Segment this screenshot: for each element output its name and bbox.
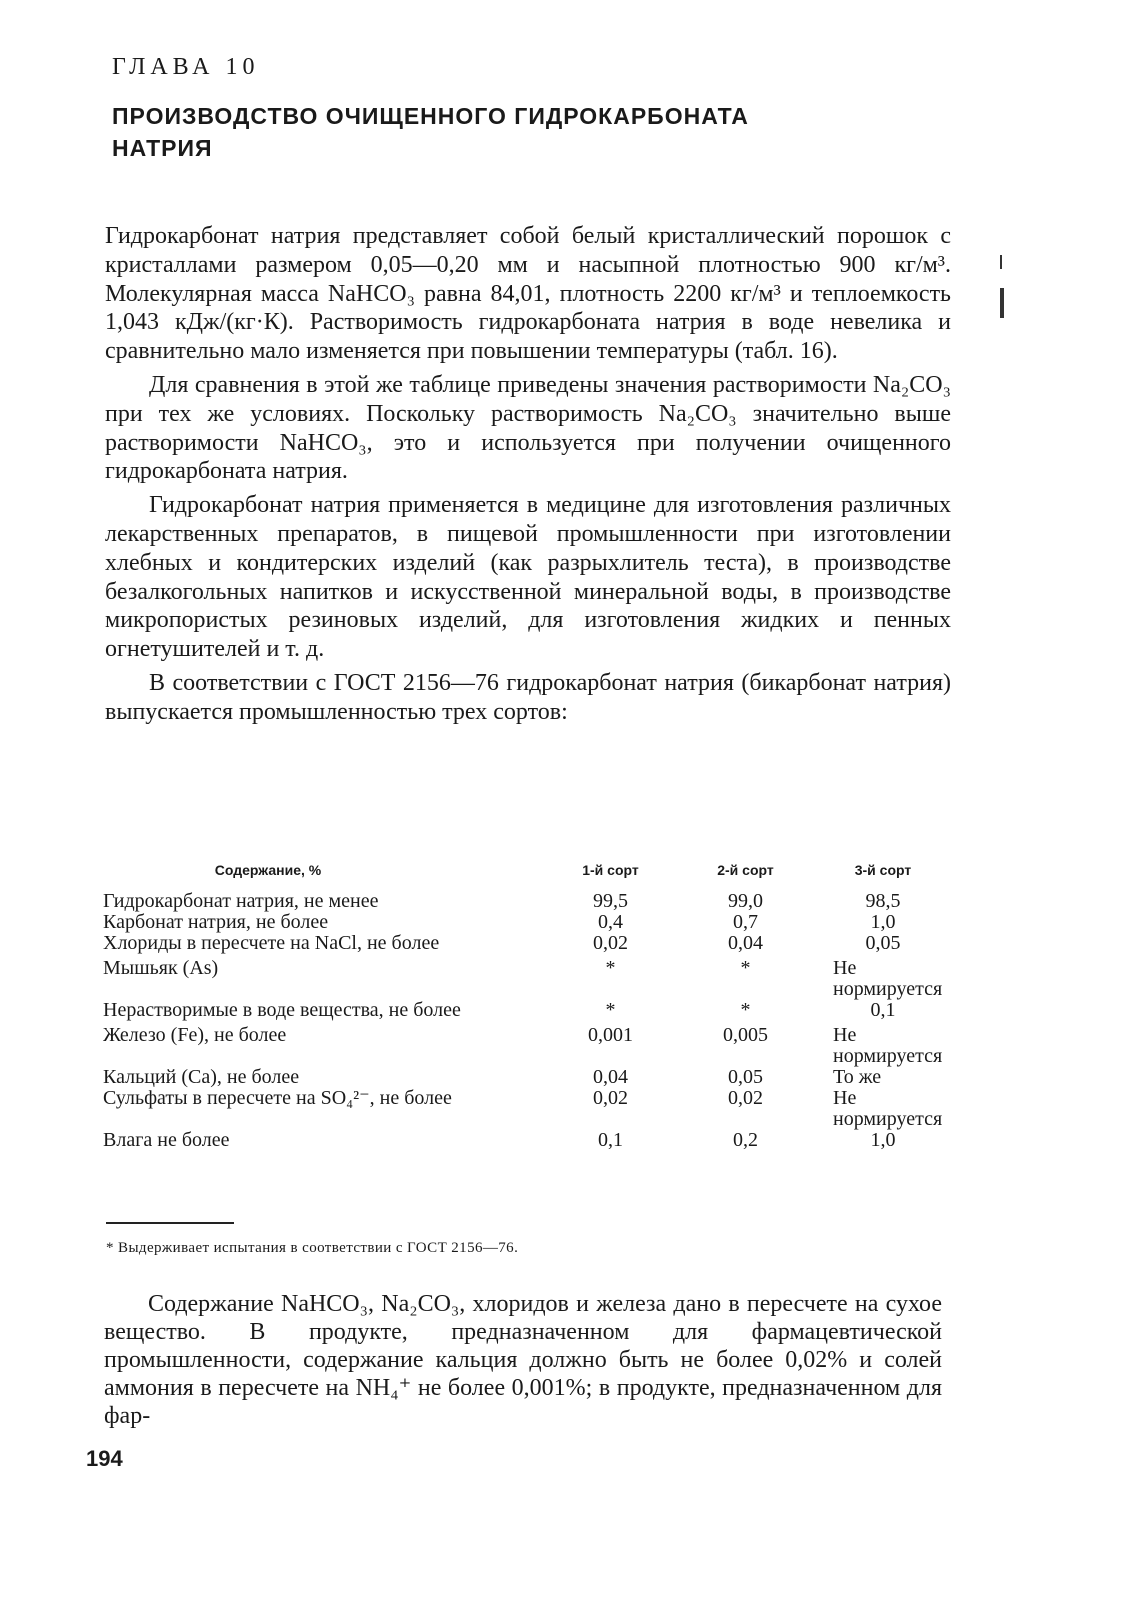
chapter-title-line-2: НАТРИЯ: [112, 135, 213, 161]
table-row: [103, 933, 953, 954]
margin-mark: [1000, 255, 1002, 269]
grade-1-value: *: [605, 999, 616, 1021]
grade-1-value: 0,4: [598, 911, 623, 933]
grade-1-value: 0,001: [588, 1024, 633, 1046]
grade-3-value: 1,0: [870, 1129, 896, 1151]
grade-1-value: 0,04: [593, 1066, 628, 1088]
table-row: [103, 1088, 953, 1130]
grade-3-value: Не нормируется: [833, 957, 943, 1000]
table-row: [103, 891, 953, 912]
margin-mark: [1000, 288, 1004, 318]
grade-1-value: 0,02: [593, 1087, 628, 1109]
table-row: [103, 1130, 953, 1151]
table-row: [103, 1021, 953, 1067]
row-name: Сульфаты в пересчете на SO₄²⁻, не более: [103, 1087, 452, 1109]
table-row: [103, 1067, 953, 1088]
footnote: * Выдерживает испытания в соответствии с ГОСТ 2156—76.: [106, 1240, 519, 1256]
header-grade-2: 2-й сорт: [717, 862, 774, 878]
grade-1-value: 99,5: [593, 890, 628, 912]
row-name: Влага не более: [103, 1129, 230, 1151]
row-name: Гидрокарбонат натрия, не менее: [103, 890, 379, 912]
grade-3-value: 0,1: [870, 999, 896, 1021]
row-name: Нерастворимые в воде вещества, не более: [103, 999, 461, 1021]
grade-2-value: 0,02: [728, 1087, 763, 1109]
table-header-row: [103, 860, 953, 891]
grade-1-value: 0,1: [598, 1129, 623, 1151]
row-name: Хлориды в пересчете на NaCl, не более: [103, 932, 440, 954]
chapter-label: ГЛАВА 10: [112, 54, 260, 80]
paragraph-3: Гидрокарбонат натрия применяется в медицине для изготовления различных лекарственных препаратов, в пищевой промышленности при изготовлении хлебных и кондитерских изделий (как разрыхлитель теста), в производстве безалкогольных напитков и искусственной минеральной воды, в производстве микропористых резиновых изделий, для изготовления жидких и пенных огнетушителей и т. д.: [105, 492, 951, 663]
header-grade-1: 1-й сорт: [582, 862, 639, 878]
grade-3-value: 98,5: [865, 890, 901, 912]
chapter-title-line-1: ПРОИЗВОДСТВО ОЧИЩЕННОГО ГИДРОКАРБОНАТА: [112, 103, 749, 129]
body-text: [105, 222, 951, 732]
footnote-divider: [106, 1222, 234, 1224]
grade-2-value: 99,0: [728, 890, 763, 912]
row-name: Железо (Fe), не более: [103, 1024, 287, 1046]
grade-2-value: 0,05: [728, 1066, 763, 1088]
grade-2-value: *: [740, 999, 751, 1021]
row-name: Кальций (Ca), не более: [103, 1066, 300, 1088]
grade-2-value: 0,7: [733, 911, 758, 933]
grade-2-value: 0,005: [723, 1024, 768, 1046]
grade-1-value: 0,02: [593, 932, 628, 954]
paragraph-5: Содержание NaHCO₃, Na₂CO₃, хлоридов и железа дано в пересчете на сухое вещество. В продукте, предназначенном для фармацевтической промышленности, содержание кальция должно быть не более 0,02% и солей аммония в пересчете на NH₄⁺ не более 0,001%; в продукте, предназначенном для фар-: [104, 1291, 942, 1429]
grade-2-value: 0,04: [728, 932, 763, 954]
grade-3-value: 0,05: [865, 932, 901, 954]
grade-3-value: Не нормируется: [833, 1087, 943, 1130]
grade-2-value: 0,2: [733, 1129, 758, 1151]
grade-2-value: *: [740, 957, 751, 979]
row-name: Мышьяк (As): [103, 957, 219, 979]
grade-specification-table: [103, 860, 953, 1151]
paragraph-2: Для сравнения в этой же таблице приведены значения растворимости Na₂CO₃ при тех же условиях. Поскольку растворимость Na₂CO₃ значительно выше растворимости NaHCO₃, это и используется при получении очищенного гидрокарбоната натрия.: [105, 371, 951, 485]
paragraph-1: Гидрокарбонат натрия представляет собой белый кристаллический порошок с кристаллами размером 0,05—0,20 мм и насыпной плотностью 900 кг/м³. Молекулярная масса NaHCO₃ равна 84,01, плотность 2200 кг/м³ и теплоемкость 1,043 кДж/(кг·К). Растворимость гидрокарбоната натрия в воде невелика и сравнительно мало изменяется при повышении температуры (табл. 16).: [105, 223, 951, 365]
table-row: [103, 1000, 953, 1021]
paragraph-4: В соответствии с ГОСТ 2156—76 гидрокарбонат натрия (бикарбонат натрия) выпускается промышленностью трех сортов:: [105, 669, 951, 725]
header-content: Содержание, %: [214, 862, 322, 878]
grade-3-value: То же: [833, 1066, 882, 1088]
table-row: [103, 954, 953, 1000]
table-row: [103, 912, 953, 933]
grade-3-value: 1,0: [870, 911, 896, 933]
header-grade-3: 3-й сорт: [854, 862, 912, 878]
grade-3-value: Не нормируется: [833, 1024, 943, 1067]
page-number: 194: [86, 1446, 123, 1471]
row-name: Карбонат натрия, не более: [103, 911, 329, 933]
grade-1-value: *: [605, 957, 616, 979]
body-text-continued: [104, 1290, 942, 1430]
chapter-title: [112, 100, 932, 164]
